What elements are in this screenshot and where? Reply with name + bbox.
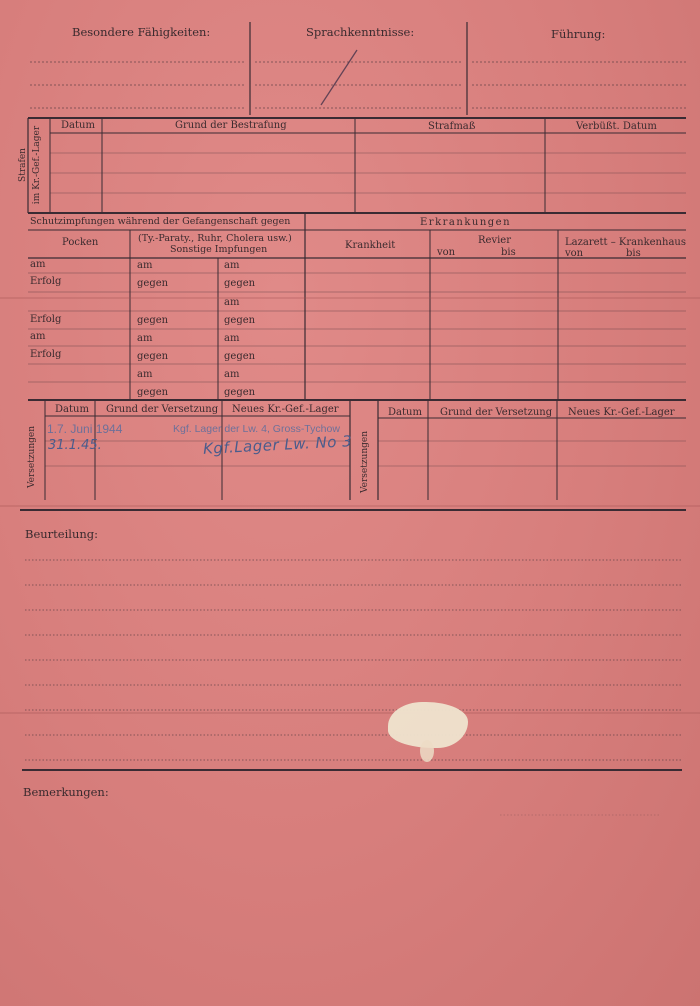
transfers-col-date-left: Datum — [55, 404, 89, 415]
transfers-col-camp-left: Neues Kr.-Gef.-Lager — [232, 404, 339, 415]
vac-cell: gegen — [224, 351, 256, 362]
penalties-col-reason: Grund der Bestrafung — [175, 120, 287, 131]
penalties-side-label-2: im Kr.-Gef.-Lager — [32, 125, 42, 205]
penalties-col-date: Datum — [61, 120, 95, 131]
vac-row-label-4: am — [30, 331, 46, 342]
transfers-side-label-right: Versetzungen — [360, 430, 370, 494]
conduct-label: Führung: — [551, 27, 606, 41]
vac-cell: gegen — [137, 315, 169, 326]
remarks-label: Bemerkungen: — [23, 785, 109, 799]
languages-label: Sprachkenntnisse: — [306, 25, 415, 39]
transfer-handwritten-date: 31.1.45. — [48, 438, 102, 453]
vaccination-col-other-1: (Ty.-Paraty., Ruhr, Cholera usw.) — [138, 233, 292, 244]
vaccination-title: Schutzimpfungen während der Gefangenschaft gegen — [30, 216, 291, 227]
vac-cell: am — [224, 333, 240, 344]
vac-cell: am — [137, 260, 153, 271]
illness-col-illness: Krankheit — [345, 240, 396, 251]
vac-row-label-5: Erfolg — [30, 349, 62, 360]
transfers-col-date-right: Datum — [388, 407, 422, 418]
penalties-col-served: Verbüßt. Datum — [576, 121, 657, 132]
illness-title: Erkrankungen — [420, 217, 512, 228]
vac-cell: gegen — [137, 387, 169, 398]
vac-cell: gegen — [224, 387, 256, 398]
vac-cell: am — [224, 297, 240, 308]
penalties-col-measure: Strafmaß — [428, 121, 476, 132]
paper-stain — [420, 740, 434, 762]
vac-row-label-1: am — [30, 259, 46, 270]
vac-cell: am — [137, 369, 153, 380]
revier-to: bis — [501, 247, 516, 258]
vac-cell: gegen — [224, 315, 256, 326]
hospital-from: von — [565, 248, 584, 259]
vac-row-label-3: Erfolg — [30, 314, 62, 325]
transfer-stamp-date: 1.7. Juni 1944 — [47, 422, 123, 436]
vac-row-label-2: Erfolg — [30, 276, 62, 287]
transfer-stamp-camp: Kgf. Lager der Lw. 4, Gross-Tychow — [173, 423, 340, 435]
penalties-side-label-1: Strafen — [18, 148, 28, 182]
illness-col-revier: Revier — [478, 235, 511, 246]
vac-cell: am — [224, 369, 240, 380]
assessment-label: Beurteilung: — [25, 527, 98, 541]
transfer-handwritten-camp: Kgf.Lager Lw. No 3 — [202, 432, 353, 458]
vaccination-col-pox: Pocken — [62, 237, 99, 248]
vac-cell: am — [137, 333, 153, 344]
illness-col-hospital: Lazarett – Krankenhaus — [565, 237, 686, 248]
transfers-col-reason-left: Grund der Versetzung — [106, 404, 219, 415]
transfers-col-camp-right: Neues Kr.-Gef.-Lager — [568, 407, 675, 418]
vaccination-col-other-2: Sonstige Impfungen — [170, 244, 268, 255]
transfers-side-label-left: Versetzungen — [27, 425, 37, 489]
hospital-to: bis — [626, 248, 641, 259]
vac-cell: gegen — [224, 278, 256, 289]
skills-label: Besondere Fähigkeiten: — [72, 25, 211, 39]
revier-from: von — [437, 247, 456, 258]
transfers-col-reason-right: Grund der Versetzung — [440, 407, 553, 418]
vac-cell: am — [224, 260, 240, 271]
vac-cell: gegen — [137, 278, 169, 289]
vac-cell: gegen — [137, 351, 169, 362]
